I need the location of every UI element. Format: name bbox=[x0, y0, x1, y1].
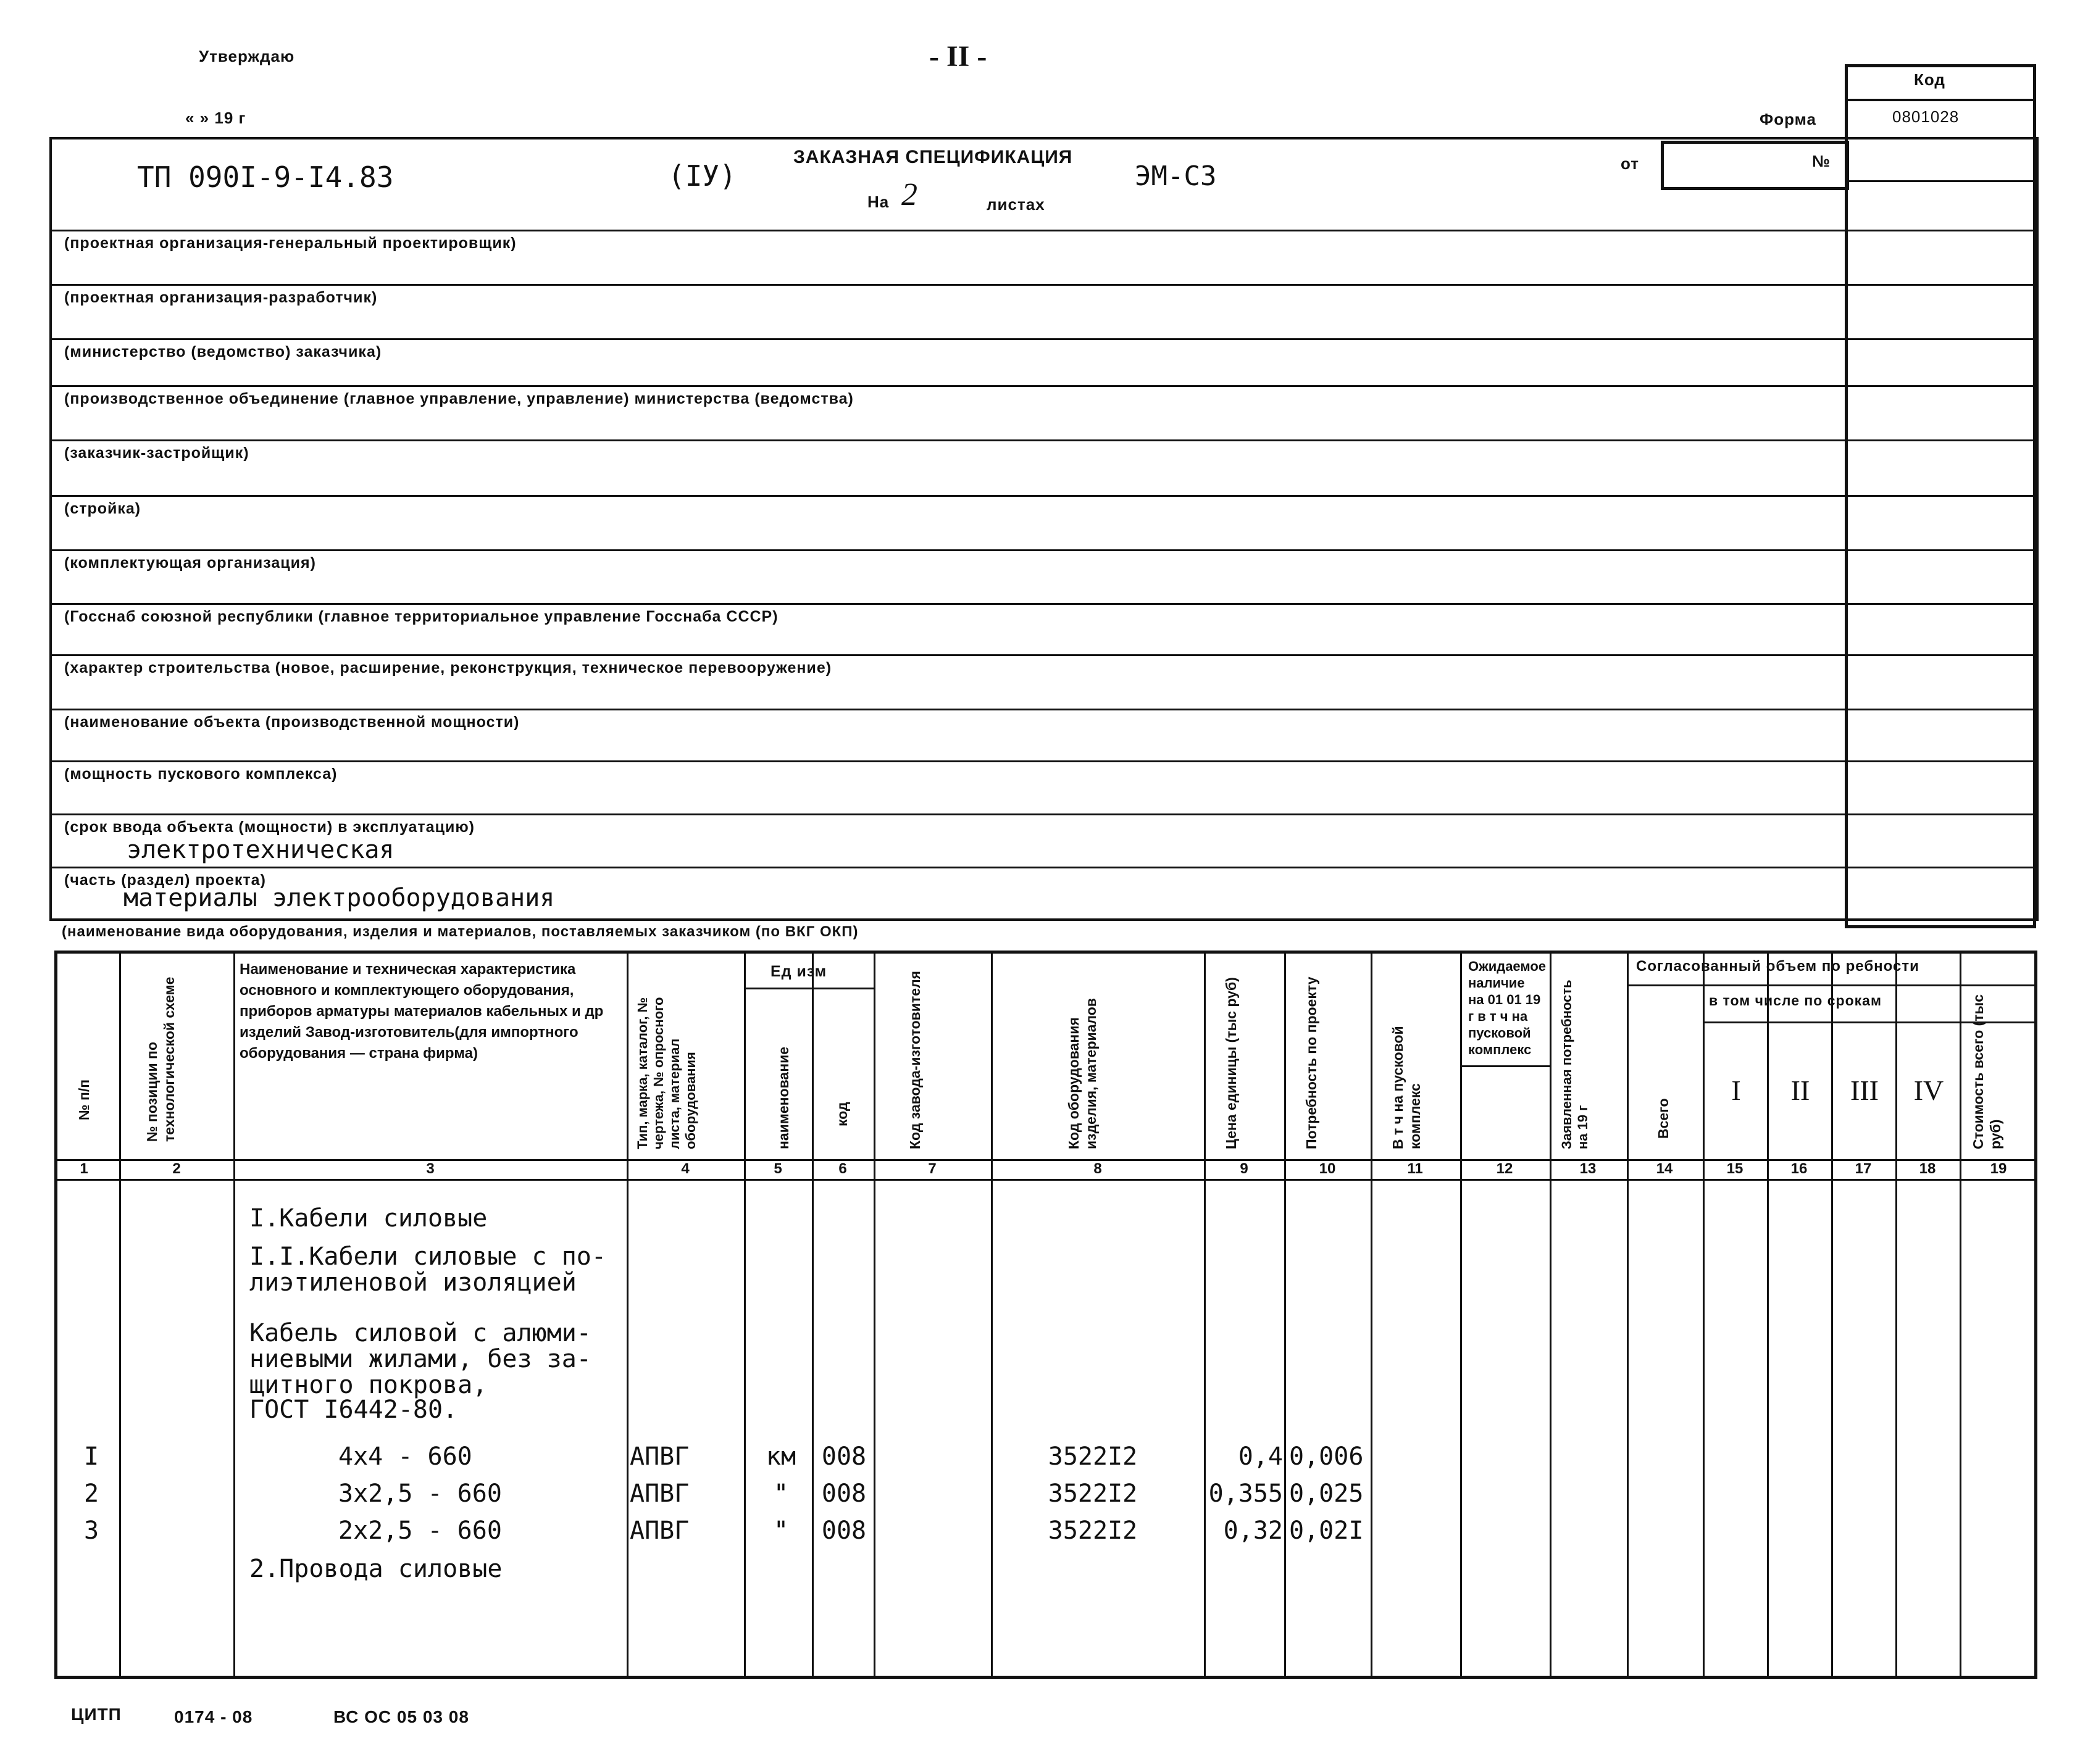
header-c17: III bbox=[1850, 1075, 1879, 1106]
section-11-line2: лиэтиленовой изоляцией bbox=[249, 1268, 577, 1297]
code-row-rule bbox=[1846, 284, 2035, 286]
code-row-rule bbox=[1846, 495, 2035, 497]
field-label: (министерство (ведомство) заказчика) bbox=[64, 343, 382, 360]
field-label: (проектная организация-разработчик) bbox=[64, 289, 378, 306]
row-equip-code: 3522I2 bbox=[1048, 1516, 1138, 1545]
page-number: - II - bbox=[929, 40, 987, 73]
row-need: 0,006 bbox=[1289, 1442, 1364, 1471]
code-row-rule bbox=[1846, 230, 2035, 231]
header-c4: Тип, марка, каталог, № чертежа, № опросного листа, материал оборудования bbox=[635, 997, 698, 1149]
header-c2: № позиции по технологической схеме bbox=[144, 976, 177, 1142]
column-rule bbox=[1627, 951, 1629, 1679]
row-need: 0,025 bbox=[1289, 1479, 1364, 1508]
footer-code: ВС ОС 05 03 08 bbox=[333, 1707, 469, 1726]
column-rule bbox=[233, 951, 235, 1679]
field-rule bbox=[49, 654, 1846, 656]
header-c13: Заявленная потребность на 19 г bbox=[1559, 980, 1590, 1149]
section-11-line1: I.I.Кабели силовые с по- bbox=[249, 1242, 606, 1271]
header-c7: Код завода-изготовителя bbox=[907, 970, 923, 1149]
column-number: 14 bbox=[1656, 1160, 1673, 1177]
section-2-title: 2.Провода силовые bbox=[249, 1555, 503, 1583]
column-rule bbox=[1550, 951, 1551, 1679]
from-label: от bbox=[1621, 154, 1639, 173]
doc-code: ТП 090I-9-I4.83 bbox=[137, 160, 394, 194]
column-rule bbox=[1284, 951, 1286, 1679]
header-agreed-group: Согласованный объем по ребности bbox=[1636, 958, 1919, 975]
field-rule bbox=[49, 813, 1846, 815]
equipment-value: материалы электрооборудования bbox=[123, 884, 555, 912]
column-number: 1 bbox=[80, 1160, 88, 1177]
row-name: 2х2,5 - 660 bbox=[338, 1516, 502, 1545]
header-rule bbox=[54, 1179, 2037, 1181]
column-number: 5 bbox=[774, 1160, 782, 1177]
header-c14: Всего bbox=[1655, 1098, 1671, 1139]
field-label: (комплектующая организация) bbox=[64, 554, 316, 572]
row-price: 0,4 bbox=[1238, 1442, 1283, 1471]
section-1-title: I.Кабели силовые bbox=[249, 1204, 488, 1233]
sheets-suffix: листах bbox=[987, 195, 1045, 214]
field-label: (часть (раздел) проекта) bbox=[64, 872, 266, 889]
column-rule bbox=[991, 951, 993, 1679]
header-unit-group: Ед изм bbox=[770, 963, 827, 980]
code-row-rule bbox=[1846, 867, 2035, 868]
field-rule bbox=[49, 495, 1846, 497]
column-rule bbox=[1831, 951, 1833, 1679]
header-c1: № п/п bbox=[76, 1079, 92, 1120]
row-unit: " bbox=[773, 1516, 789, 1545]
row-equip-code: 3522I2 bbox=[1048, 1442, 1138, 1471]
row-name: 3х2,5 - 660 bbox=[338, 1479, 502, 1508]
column-rule bbox=[1204, 951, 1206, 1679]
volume-code: (IУ) bbox=[668, 159, 737, 193]
code-row-rule bbox=[1846, 439, 2035, 441]
approve-date-line: « » 19 г bbox=[185, 109, 246, 127]
row-price: 0,32 bbox=[1223, 1516, 1283, 1545]
column-number: 8 bbox=[1093, 1160, 1102, 1177]
row-equip-code: 3522I2 bbox=[1048, 1479, 1138, 1508]
column-number: 16 bbox=[1790, 1160, 1808, 1177]
header-frame bbox=[49, 137, 2039, 921]
code-row-rule bbox=[1846, 603, 2035, 605]
code-row-rule bbox=[1846, 180, 2035, 182]
doc-heading: ЗАКАЗНАЯ СПЕЦИФИКАЦИЯ bbox=[793, 147, 1073, 167]
column-number: 10 bbox=[1319, 1160, 1336, 1177]
row-type: АПВГ bbox=[630, 1442, 690, 1471]
field-label: (характер строительства (новое, расширение, реконструкция, техническое перевооружение) bbox=[64, 659, 832, 676]
field-label: (Госснаб союзной республики (главное территориальное управление Госснаба СССР) bbox=[64, 608, 779, 625]
code-row-rule bbox=[1846, 709, 2035, 710]
row-unit: км bbox=[766, 1442, 796, 1471]
header-c19: Стоимость всего (тыс руб) bbox=[1970, 994, 2003, 1149]
field-rule bbox=[49, 385, 1846, 387]
column-rule bbox=[744, 951, 746, 1679]
column-rule bbox=[1460, 951, 1462, 1679]
desc-line4: ГОСТ I6442-80. bbox=[249, 1396, 458, 1424]
row-type: АПВГ bbox=[630, 1479, 690, 1508]
field-label: (мощность пускового комплекса) bbox=[64, 765, 338, 783]
column-number: 6 bbox=[838, 1160, 847, 1177]
kod-label: Код bbox=[1914, 70, 1945, 89]
header-rule bbox=[744, 988, 874, 989]
field-rule bbox=[49, 549, 1846, 551]
column-number: 12 bbox=[1496, 1160, 1513, 1177]
row-n: 3 bbox=[83, 1516, 99, 1545]
header-c10: Потребность по проекту bbox=[1303, 976, 1319, 1149]
column-number: 17 bbox=[1855, 1160, 1872, 1177]
column-number: 9 bbox=[1240, 1160, 1248, 1177]
desc-line3: щитного покрова, bbox=[249, 1371, 488, 1399]
header-c12: Ожидаемое наличие на 01 01 19 г в т ч на пусковой комплекс bbox=[1468, 959, 1547, 1057]
field-rule bbox=[49, 709, 1846, 710]
field-rule bbox=[49, 284, 1846, 286]
code-row-rule bbox=[1846, 654, 2035, 656]
column-rule bbox=[1895, 951, 1897, 1679]
sheets-count: 2 bbox=[901, 177, 917, 212]
column-number: 18 bbox=[1919, 1160, 1936, 1177]
header-c16: II bbox=[1790, 1075, 1810, 1106]
footer-num: 0174 - 08 bbox=[174, 1707, 253, 1726]
column-rule bbox=[874, 951, 875, 1679]
field-label: (заказчик-застройщик) bbox=[64, 444, 249, 462]
row-need: 0,02I bbox=[1289, 1516, 1364, 1545]
row-n: I bbox=[83, 1442, 99, 1471]
code-row-rule bbox=[1846, 385, 2035, 387]
row-code: 008 bbox=[821, 1479, 867, 1508]
row-code: 008 bbox=[821, 1442, 867, 1471]
field-rule bbox=[49, 603, 1846, 605]
header-c11: В т ч на пусковой комплекс bbox=[1390, 1026, 1423, 1149]
field-label: (проектная организация-генеральный проектировщик) bbox=[64, 235, 517, 252]
desc-line1: Кабель силовой с алюми- bbox=[249, 1319, 591, 1347]
column-rule bbox=[1703, 951, 1705, 1679]
header-c5: наименование bbox=[775, 1046, 791, 1149]
desc-line2: ниевыми жилами, без за- bbox=[249, 1345, 591, 1373]
column-number: 3 bbox=[426, 1160, 435, 1177]
column-number: 15 bbox=[1726, 1160, 1743, 1177]
field-label: (производственное объединение (главное управление, управление) министерства (ведомства) bbox=[64, 390, 854, 407]
field-rule bbox=[49, 338, 1846, 340]
code-row-rule bbox=[1846, 549, 2035, 551]
footer-org: ЦИТП bbox=[71, 1705, 122, 1724]
column-rule bbox=[812, 951, 814, 1679]
row-unit: " bbox=[773, 1479, 789, 1508]
column-rule bbox=[1767, 951, 1769, 1679]
column-rule bbox=[119, 951, 121, 1679]
code-row-rule bbox=[1846, 813, 2035, 815]
field-rule bbox=[49, 439, 1846, 441]
header-c18: IV bbox=[1913, 1075, 1944, 1106]
field-label: (срок ввода объекта (мощности) в эксплуатацию) bbox=[64, 818, 475, 836]
header-c3: Наименование и техническая характеристика основного и комплектующего оборудования, приборов арматуры материалов кабельных и др изделий Завод-изготовитель(для импортного оборудования — страна фирма) bbox=[240, 961, 604, 1062]
column-number: 11 bbox=[1407, 1160, 1423, 1177]
number-label: № bbox=[1812, 152, 1831, 170]
field-rule bbox=[49, 760, 1846, 762]
column-number: 13 bbox=[1579, 1160, 1597, 1177]
column-rule bbox=[1960, 951, 1961, 1679]
field-label: (наименование объекта (производственной мощности) bbox=[64, 714, 520, 731]
forma-label: Форма bbox=[1760, 110, 1816, 128]
field-label: (стройка) bbox=[64, 500, 141, 517]
approve-label: Утверждаю bbox=[199, 47, 295, 65]
header-rule bbox=[1460, 1065, 1550, 1067]
row-price: 0,355 bbox=[1208, 1479, 1283, 1508]
column-number: 7 bbox=[928, 1160, 937, 1177]
header-terms-group: в том числе по срокам bbox=[1709, 992, 1882, 1009]
column-rule bbox=[627, 951, 628, 1679]
spec-code: ЭМ-СЗ bbox=[1135, 160, 1217, 192]
row-code: 008 bbox=[821, 1516, 867, 1545]
sheets-prefix: На bbox=[867, 193, 890, 211]
header-c8: Код оборудования изделия, материалов bbox=[1066, 998, 1099, 1149]
code-row-rule bbox=[1846, 760, 2035, 762]
header-c15: I bbox=[1731, 1075, 1741, 1106]
row-name: 4х4 - 660 bbox=[338, 1442, 472, 1471]
header-c9: Цена единицы (тыс руб) bbox=[1223, 977, 1239, 1149]
column-number: 19 bbox=[1990, 1160, 2007, 1177]
field-rule bbox=[49, 867, 1846, 868]
column-number: 2 bbox=[172, 1160, 181, 1177]
column-rule bbox=[1371, 951, 1372, 1679]
row-n: 2 bbox=[83, 1479, 99, 1508]
section-value: электротехническая bbox=[127, 836, 395, 864]
field-equipment-type: (наименование вида оборудования, изделия и материалов, поставляемых заказчиком (по ВКГ ОКП) bbox=[62, 923, 859, 940]
row-type: АПВГ bbox=[630, 1516, 690, 1545]
column-number: 4 bbox=[681, 1160, 690, 1177]
header-c6: код bbox=[834, 1102, 850, 1126]
field-rule bbox=[49, 230, 1846, 231]
code-row-rule bbox=[1846, 338, 2035, 340]
forma-code: 0801028 bbox=[1892, 107, 1960, 126]
